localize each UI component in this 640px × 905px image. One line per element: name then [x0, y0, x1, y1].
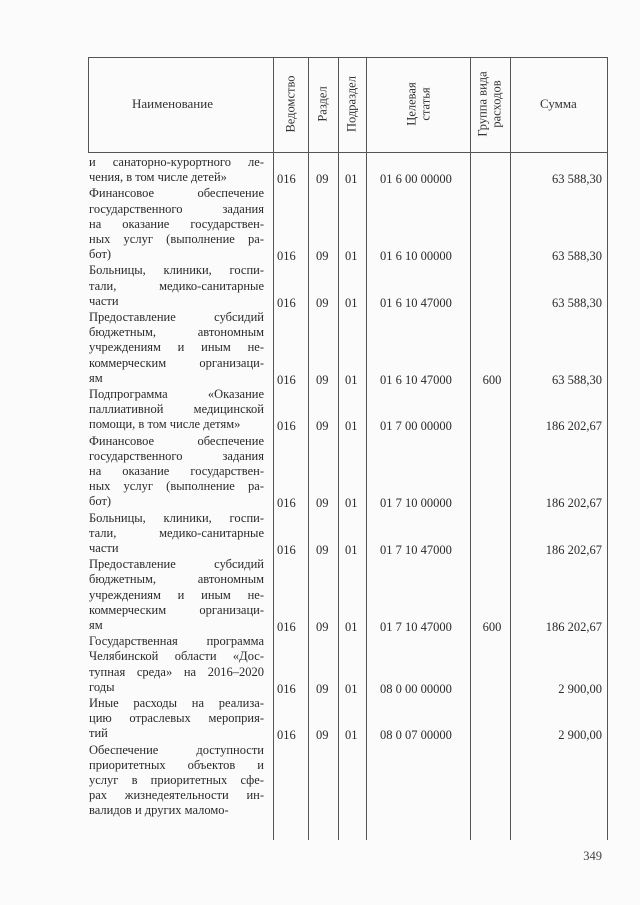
- rule-after-raz: [338, 57, 339, 840]
- row-name: [89, 557, 264, 633]
- rule-after-grp: [510, 57, 511, 840]
- row-name-line: Государственная программа: [89, 634, 264, 649]
- row-summa: 186 202,67: [545, 542, 602, 557]
- row-name-line: паллиативной медицинской: [89, 402, 264, 417]
- row-name-line: услуг в приоритетных сфе-: [89, 773, 264, 787]
- row-celevaya-statya: 08 0 07 00000: [380, 728, 452, 743]
- row-summa: 63 588,30: [552, 249, 602, 264]
- row-podrazdel: 01: [345, 249, 358, 264]
- row-name-line: Больницы, клиники, госпи-: [89, 263, 264, 278]
- row-name-line: Подпрограмма «Оказание: [89, 387, 264, 401]
- row-podrazdel: 01: [345, 172, 358, 187]
- header-top-rule: [88, 57, 608, 58]
- row-vedomstvo: 016: [277, 681, 296, 696]
- row-name: [89, 511, 264, 557]
- header-summa: Сумма: [540, 96, 577, 111]
- row-name-line: коммерческим организаци-: [89, 355, 264, 370]
- header-celevaya-line2: статья: [418, 87, 433, 121]
- row-name-line: тали, медико-санитарные: [89, 278, 264, 293]
- row-name-line: части: [89, 541, 119, 555]
- row-celevaya-statya: 01 7 10 00000: [380, 496, 452, 511]
- row-celevaya-statya: 01 6 10 47000: [380, 372, 452, 387]
- row-name-line: и санаторно-курортного ле-: [89, 155, 264, 169]
- row-name-line: валидов и других маломо-: [89, 803, 229, 818]
- row-name: [89, 634, 264, 695]
- row-celevaya-statya: 01 6 10 00000: [380, 249, 452, 264]
- row-celevaya-statya: 01 7 10 47000: [380, 542, 452, 557]
- row-name: [89, 263, 264, 309]
- row-razdel: 09: [316, 496, 329, 511]
- row-name-line: тий: [89, 726, 108, 741]
- row-name-line: государственного задания: [89, 201, 264, 216]
- row-summa: 63 588,30: [552, 295, 602, 310]
- row-name-line: чения, в том числе детей»: [89, 170, 227, 185]
- row-name-line: тупная среда» на 2016–2020: [89, 664, 264, 679]
- row-podrazdel: 01: [345, 372, 358, 387]
- row-podrazdel: 01: [345, 728, 358, 743]
- row-vedomstvo: 016: [277, 542, 296, 557]
- row-vedomstvo: 016: [277, 728, 296, 743]
- row-name-line: приоритетных объектов и: [89, 757, 264, 772]
- row-name-line: помощи, в том числе детям»: [89, 417, 241, 432]
- row-name-line: годы: [89, 679, 115, 694]
- row-name-line: Обеспечение доступности: [89, 742, 264, 757]
- row-celevaya-statya: 01 6 00 00000: [380, 172, 452, 187]
- row-vedomstvo: 016: [277, 619, 296, 634]
- row-name-line: учреждениям и иным не-: [89, 587, 264, 602]
- row-name-line: на оказание государствен-: [89, 216, 264, 231]
- row-podrazdel: 01: [345, 295, 358, 310]
- row-name-line: ям: [89, 618, 103, 632]
- header-name: Наименование: [132, 96, 213, 111]
- row-razdel: 09: [316, 728, 329, 743]
- row-podrazdel: 01: [345, 542, 358, 557]
- row-name-line: тали, медико-санитарные: [89, 525, 264, 540]
- rule-after-ved: [308, 57, 309, 840]
- rule-after-pod: [366, 57, 367, 840]
- row-name-line: Иные расходы на реализа-: [89, 696, 264, 710]
- row-name-line: рах жизнедеятельности ин-: [89, 788, 264, 803]
- row-celevaya-statya: 01 7 10 47000: [380, 619, 452, 634]
- row-podrazdel: 01: [345, 681, 358, 696]
- row-summa: 186 202,67: [545, 419, 602, 434]
- rule-right: [607, 57, 608, 840]
- header-vedomstvo: Ведомство: [283, 75, 298, 133]
- header-gruppa-line1: Группа вида: [475, 71, 490, 137]
- row-name: [89, 155, 264, 185]
- row-vedomstvo: 016: [277, 249, 296, 264]
- row-razdel: 09: [316, 681, 329, 696]
- row-name-line: ных услуг (выполнение ра-: [89, 479, 264, 494]
- row-vedomstvo: 016: [277, 295, 296, 310]
- row-name-line: Финансовое обеспечение: [89, 186, 264, 201]
- row-name-line: цию отраслевых мероприя-: [89, 711, 264, 726]
- row-vedomstvo: 016: [277, 372, 296, 387]
- row-razdel: 09: [316, 295, 329, 310]
- row-summa: 186 202,67: [545, 619, 602, 634]
- row-summa: 186 202,67: [545, 496, 602, 511]
- row-razdel: 09: [316, 542, 329, 557]
- row-name-line: Предоставление субсидий: [89, 557, 264, 572]
- row-name-line: части: [89, 293, 119, 308]
- row-razdel: 09: [316, 619, 329, 634]
- header-razdel: Раздел: [315, 86, 330, 122]
- row-name-line: коммерческим организаци-: [89, 602, 264, 617]
- row-vedomstvo: 016: [277, 496, 296, 511]
- row-name-line: ных услуг (выполнение ра-: [89, 232, 264, 246]
- row-gruppa-vida: 600: [482, 372, 502, 387]
- row-name: [89, 387, 264, 433]
- row-name-line: бюджетным, автономным: [89, 325, 264, 340]
- row-gruppa-vida: 600: [482, 619, 502, 634]
- row-summa: 63 588,30: [552, 372, 602, 387]
- page-number: 349: [583, 849, 602, 863]
- header-celevaya-line1: Целевая: [404, 82, 419, 126]
- header-bottom-rule: [88, 152, 608, 153]
- header-gruppa-line2: расходов: [489, 80, 504, 128]
- row-summa: 2 900,00: [558, 681, 602, 696]
- row-summa: 2 900,00: [558, 728, 602, 743]
- row-name: [89, 434, 264, 510]
- row-razdel: 09: [316, 372, 329, 387]
- row-name: [89, 743, 264, 819]
- row-name-line: ям: [89, 370, 103, 385]
- row-name-line: бюджетным, автономным: [89, 572, 264, 587]
- row-name-line: на оказание государствен-: [89, 464, 264, 478]
- row-podrazdel: 01: [345, 419, 358, 434]
- row-name-line: Финансовое обеспечение: [89, 433, 264, 448]
- row-vedomstvo: 016: [277, 419, 296, 434]
- row-name-line: бот): [89, 247, 112, 262]
- row-podrazdel: 01: [345, 619, 358, 634]
- row-name-line: Предоставление субсидий: [89, 310, 264, 324]
- row-razdel: 09: [316, 172, 329, 187]
- rule-after-cel: [470, 57, 471, 840]
- rule-left: [88, 57, 89, 153]
- header-podrazdel: Подраздел: [344, 76, 359, 132]
- row-vedomstvo: 016: [277, 172, 296, 187]
- row-razdel: 09: [316, 419, 329, 434]
- row-razdel: 09: [316, 249, 329, 264]
- row-name-line: Челябинской области «Дос-: [89, 649, 264, 664]
- row-name: [89, 186, 264, 262]
- row-name-line: Больницы, клиники, госпи-: [89, 510, 264, 525]
- row-name-line: государственного задания: [89, 448, 264, 463]
- row-name-line: учреждениям и иным не-: [89, 340, 264, 355]
- row-celevaya-statya: 01 6 10 47000: [380, 295, 452, 310]
- row-name: [89, 696, 264, 742]
- rule-after-name: [273, 57, 274, 840]
- row-podrazdel: 01: [345, 496, 358, 511]
- row-name-line: бот): [89, 494, 112, 509]
- row-summa: 63 588,30: [552, 172, 602, 187]
- row-name: [89, 310, 264, 386]
- row-celevaya-statya: 08 0 00 00000: [380, 681, 452, 696]
- row-celevaya-statya: 01 7 00 00000: [380, 419, 452, 434]
